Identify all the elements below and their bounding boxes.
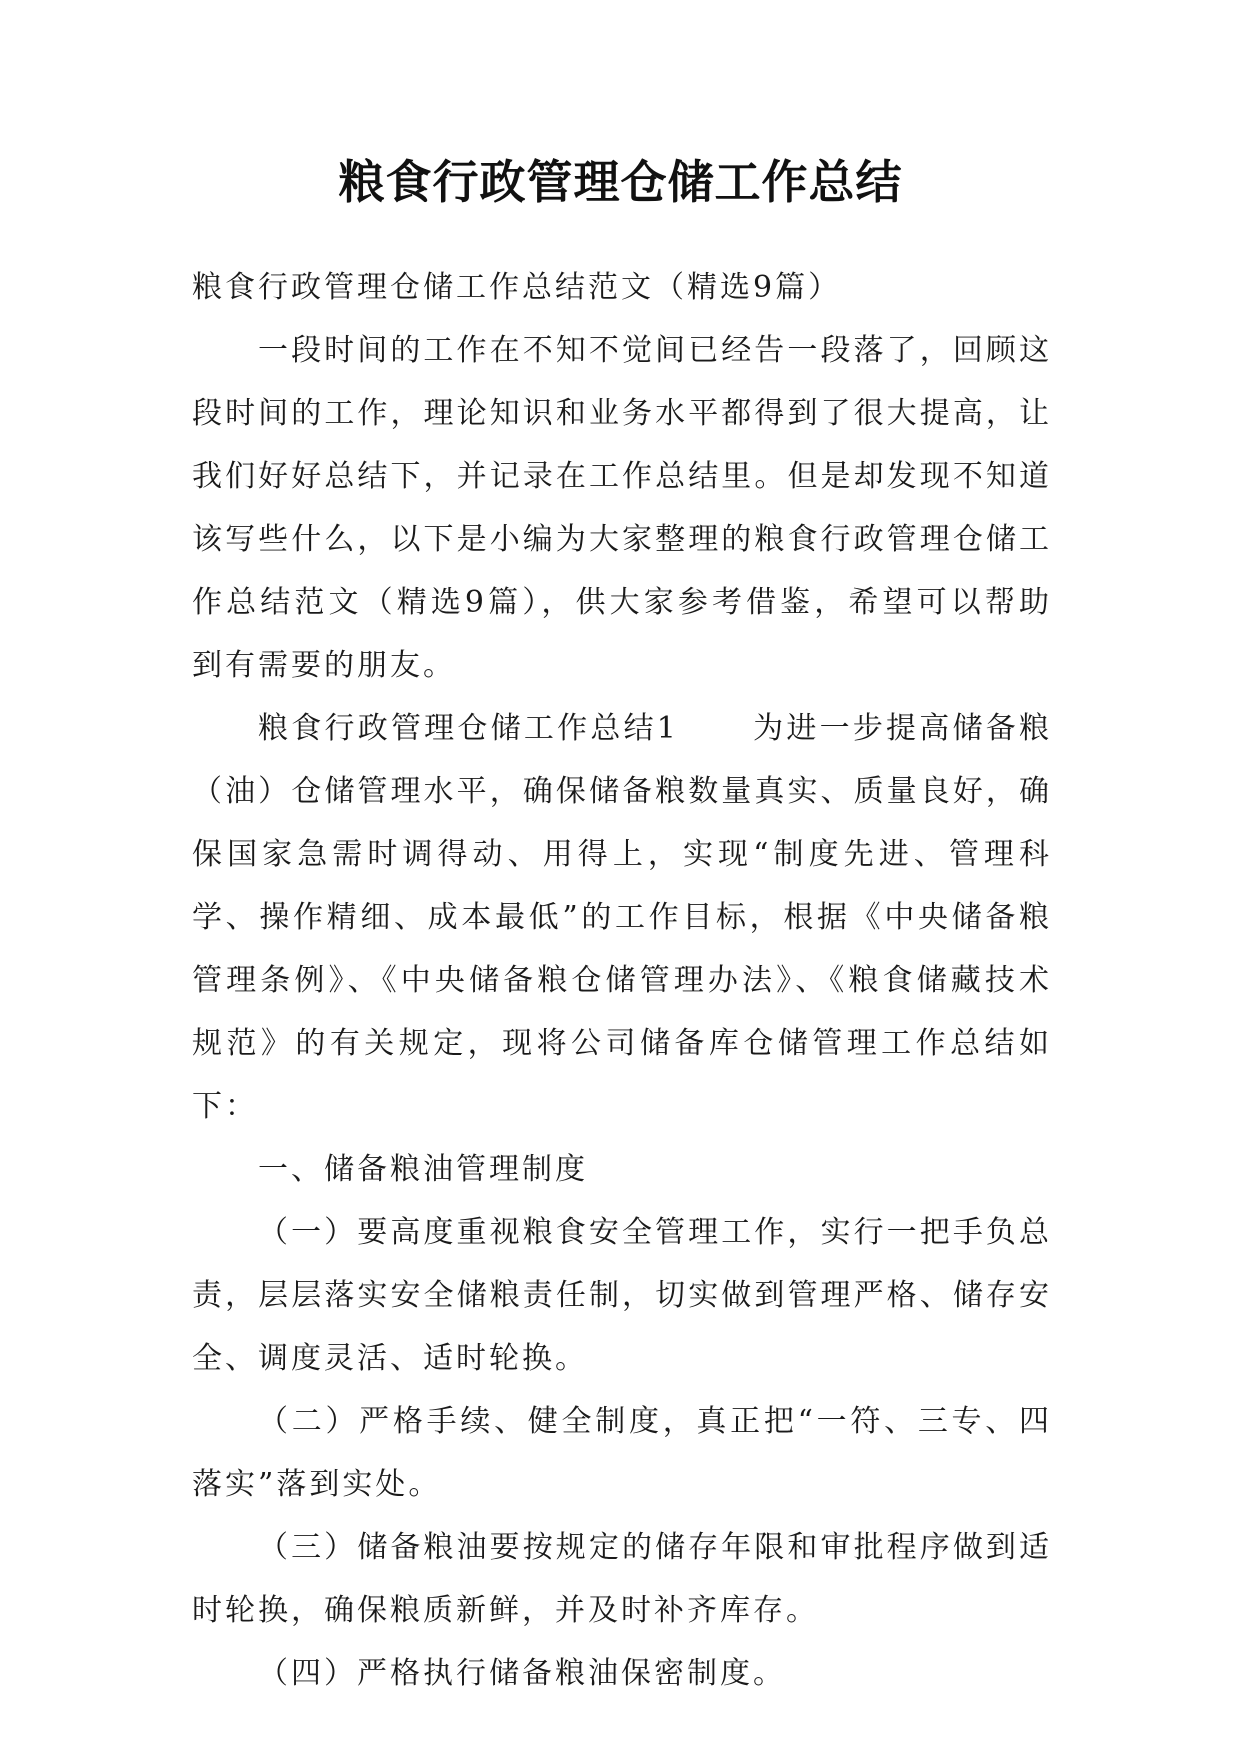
- section-1-body: 为进一步提高储备粮（油）仓储管理水平，确保储备粮数量真实、质量良好，确保国家急需时调得动、用得上，实现“制度先进、管理科学、操作精细、成本最低”的工作目标，根据《中央储备粮管理条例》、《中央储备粮仓储管理办法》、《粮食储藏技术规范》的有关规定，现将公司储备库仓储管理工作总结如下：: [192, 711, 1052, 1124]
- intro-paragraph: 一段时间的工作在不知不觉间已经告一段落了，回顾这段时间的工作，理论知识和业务水平都得到了很大提高，让我们好好总结下，并记录在工作总结里。但是却发现不知道该写些什么，以下是小编为大家整理的粮食行政管理仓储工作总结范文（精选9篇），供大家参考借鉴，希望可以帮助到有需要的朋友。: [192, 333, 1052, 683]
- section-1-heading: 粮食行政管理仓储工作总结1: [258, 711, 679, 746]
- list-item: （四）严格执行储备粮油保密制度。: [258, 1656, 786, 1691]
- list-item: （二）严格手续、健全制度，真正把“一符、三专、四落实”落到实处。: [192, 1404, 1052, 1502]
- document-subtitle: 粮食行政管理仓储工作总结范文（精选9篇）: [192, 270, 842, 305]
- section-1-paragraph: [192, 697, 1052, 1138]
- document-title: 粮食行政管理仓储工作总结: [338, 155, 903, 209]
- list-item: （三）储备粮油要按规定的储存年限和审批程序做到适时轮换，确保粮质新鲜，并及时补齐库存。: [192, 1530, 1052, 1628]
- document-body: [192, 256, 1052, 1705]
- part-1-heading: 一、储备粮油管理制度: [258, 1152, 588, 1187]
- list-item: （一）要高度重视粮食安全管理工作，实行一把手负总责，层层落实安全储粮责任制，切实做到管理严格、储存安全、调度灵活、适时轮换。: [192, 1215, 1052, 1376]
